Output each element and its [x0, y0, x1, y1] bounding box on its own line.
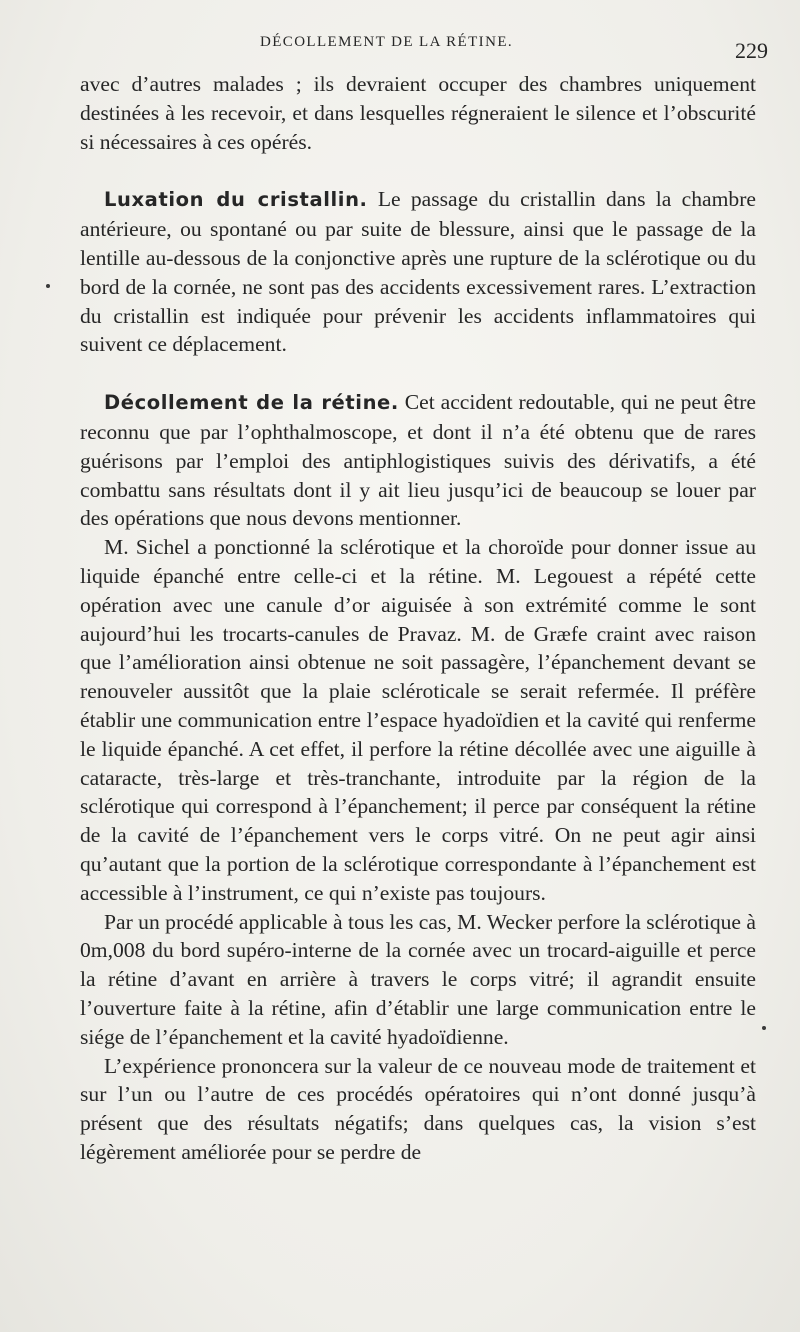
section-text-luxation: Le passage du cristallin dans la chambre antérieure, ou spontané ou par suite de blessure, ainsi que le passage de la lentille au-dessous de la conjonctive après une rupture de la sclérotique ou du bord de la cornée, ne sont pas des accidents excessivement rares. L’extraction du cristallin est indiquée pour prévenir les accidents inflammatoires qui suivent ce déplacement. — [80, 187, 756, 357]
section-heading-luxation: Luxation du cristallin. — [104, 188, 368, 212]
section-text-decollement: Cet accident redoutable, qui ne peut être reconnu que par l’ophthalmoscope, et dont il n’a été obtenu que de rares guérisons par l’emploi des antiphlogistiques suivis des dérivatifs, a été combattu sans résultats dont il y ait lieu jusqu’ici de beaucoup se louer par des opérations que nous devons mentionner. — [80, 390, 756, 531]
page-number: 229 — [735, 38, 768, 63]
paragraph-continuation: avec d’autres malades ; ils devraient occuper des chambres uniquement destinées à les recevoir, et dans lesquelles régneraient le silence et l’obscurité si nécessaires à ces opérés. — [80, 72, 756, 154]
section-decollement — [80, 388, 756, 533]
paragraph-experience: L’expérience prononcera sur la valeur de ce nouveau mode de traitement et sur l’un ou l’autre de ces procédés opératoires qui n’ont donné jusqu’à présent que des résultats négatifs; dans quelques cas, la vision s’est légèrement améliorée pour se perdre de — [80, 1053, 756, 1164]
margin-speck — [762, 1026, 766, 1030]
section-luxation — [80, 185, 756, 359]
section-heading-decollement: Décollement de la rétine. — [104, 391, 399, 415]
running-head: DÉCOLLEMENT DE LA RÉTINE. — [260, 34, 514, 50]
body-text — [80, 70, 756, 1167]
page-header — [80, 34, 770, 68]
paragraph-wecker: Par un procédé applicable à tous les cas, M. Wecker perfore la sclérotique à 0m,008 du bord supéro-interne de la cornée avec un trocard-aiguille et perce la rétine d’avant en arrière à travers le corps vitré; il agrandit ensuite l’ouverture faite à la rétine, afin d’établir une large communication entre le siége de l’épanchement et la cavité hyadoïdienne. — [80, 909, 756, 1049]
paragraph-sichel: M. Sichel a ponctionné la sclérotique et la choroïde pour donner issue au liquide épanché entre celle-ci et la rétine. M. Legouest a répété cette opération avec une canule d’or aiguisée à son extrémité comme le sont aujourd’hui les trocarts-canules de Pravaz. M. de Græfe craint avec raison que l’amélioration ainsi obtenue ne soit passagère, l’épanchement devant se renouveler aussitôt que la plaie scléroticale se serait refermée. Il préfère établir une communication entre l’espace hyadoïdien et la cavité qui renferme le liquide épanché. A cet effet, il perfore la rétine décollée avec une aiguille à cataracte, très-large et très-tranchante, introduite par la région de la sclérotique qui correspond à l’épanchement; il perce par conséquent la rétine de la cavité de l’épanchement vers le corps vitré. On ne peut agir ainsi qu’autant que la portion de la sclérotique correspondante à l’épanchement est accessible à l’instrument, ce qui n’existe pas toujours. — [80, 535, 756, 905]
margin-speck — [46, 284, 50, 288]
